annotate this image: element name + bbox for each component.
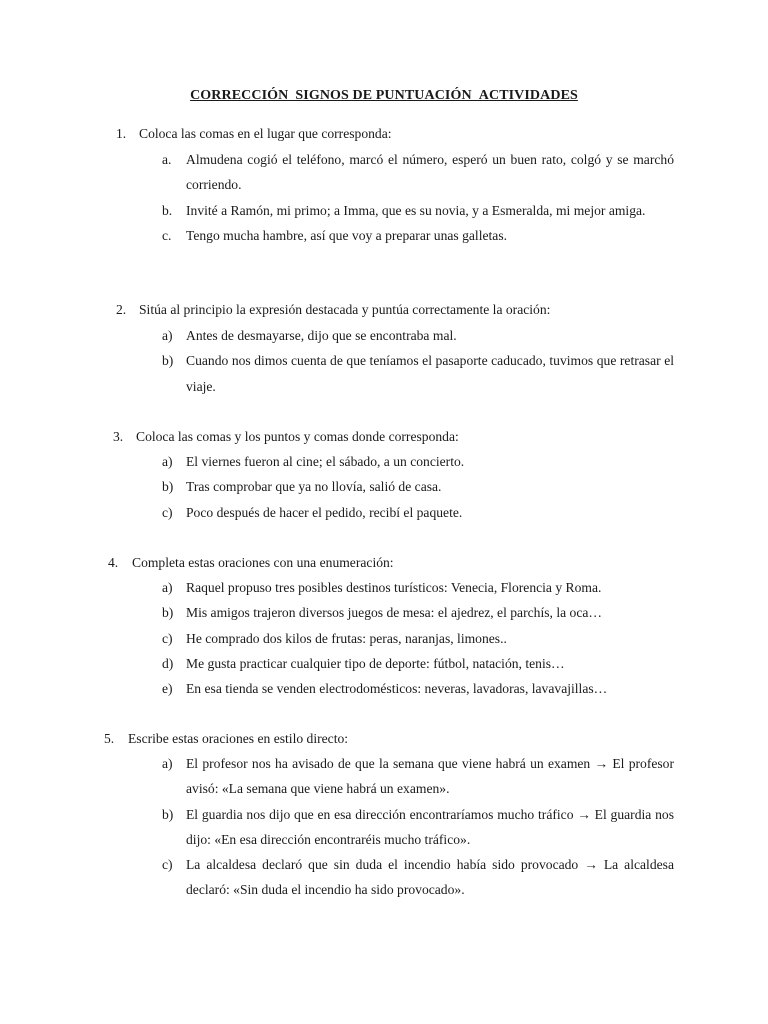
item-marker: b) (162, 479, 174, 495)
item-marker: c. (162, 227, 172, 243)
section-number: 3. (113, 429, 124, 444)
item-marker: b) (162, 353, 174, 369)
list-item (162, 575, 674, 600)
item-marker: c) (162, 630, 173, 646)
section-instruction: Sitúa al principio la expresión destacada y puntúa correctamente la oración: (139, 302, 551, 317)
item-text: Tengo mucha hambre, así que voy a preparar unas galletas. (186, 227, 508, 243)
item-text: Tras comprobar que ya no llovía, salió de casa. (186, 479, 442, 495)
section-instruction: Escribe estas oraciones en estilo directo: (128, 731, 349, 746)
item-marker: a) (162, 454, 173, 469)
item-text: He comprado dos kilos de frutas: peras, naranjas, limones.. (186, 630, 507, 646)
section-items (162, 323, 674, 399)
section-heading (116, 300, 550, 320)
list-item (162, 198, 674, 223)
list-item (162, 751, 674, 802)
section-heading (108, 553, 394, 573)
list-item (162, 348, 674, 399)
list-item (162, 147, 674, 198)
item-marker: a) (162, 756, 173, 771)
list-item (162, 626, 674, 651)
list-item (162, 474, 674, 499)
item-marker: b. (162, 202, 173, 218)
section-heading (116, 124, 392, 144)
list-item (162, 852, 674, 903)
page-title: CORRECCIÓN_SIGNOS DE PUNTUACIÓN_ACTIVIDADES (190, 88, 578, 103)
section-heading (113, 427, 459, 447)
item-marker: d) (162, 655, 174, 671)
item-text: Invité a Ramón, mi primo; a Imma, que es su novia, y a Esmeralda, mi mejor amiga. (186, 202, 646, 218)
item-text: Cuando nos dimos cuenta de que teníamos el pasaporte caducado, tuvimos que retrasar el viaje. (186, 353, 674, 394)
item-text: Mis amigos trajeron diversos juegos de mesa: el ajedrez, el parchís, la oca… (186, 605, 602, 621)
item-text: Antes de desmayarse, dijo que se encontraba mal. (186, 328, 457, 343)
list-item (162, 651, 674, 676)
section-number: 1. (116, 126, 127, 141)
section-instruction: Completa estas oraciones con una enumeración: (132, 555, 394, 570)
item-text: En esa tienda se venden electrodomésticos: neveras, lavadoras, lavavajillas… (186, 681, 608, 697)
section-number: 2. (116, 302, 127, 317)
item-text: El profesor nos ha avisado de que la semana que viene habrá un examen → El profesor avisó: «La semana que viene habrá un examen». (186, 756, 674, 797)
item-text: Poco después de hacer el pedido, recibí el paquete. (186, 504, 463, 520)
list-item (162, 676, 674, 701)
item-marker: a. (162, 152, 172, 167)
list-item (162, 323, 674, 348)
item-marker: c) (162, 504, 173, 520)
section-number: 4. (108, 555, 119, 570)
section-instruction: Coloca las comas y los puntos y comas donde corresponda: (136, 429, 459, 444)
section-items (162, 449, 674, 525)
list-item (162, 449, 674, 474)
list-item (162, 600, 674, 625)
item-text: El viernes fueron al cine; el sábado, a un concierto. (186, 454, 465, 469)
list-item (162, 500, 674, 525)
section-items (162, 751, 674, 903)
item-marker: b) (162, 806, 174, 822)
item-text: El guardia nos dijo que en esa dirección encontraríamos mucho tráfico → El guardia nos dijo: «En esa dirección encontraréis mucho tráfico». (186, 806, 674, 847)
item-marker: e) (162, 681, 173, 697)
item-text: Almudena cogió el teléfono, marcó el número, esperó un buen rato, colgó y se marchó corriendo. (186, 152, 674, 193)
item-text: Me gusta practicar cualquier tipo de deporte: fútbol, natación, tenis… (186, 655, 565, 671)
item-text: Raquel propuso tres posibles destinos turísticos: Venecia, Florencia y Roma. (186, 580, 602, 595)
section-items (162, 147, 674, 248)
item-marker: c) (162, 857, 173, 873)
item-text: La alcaldesa declaró que sin duda el incendio había sido provocado → La alcaldesa declaró: «Sin duda el incendio ha sido provocado». (186, 857, 674, 898)
section-heading (104, 729, 348, 749)
list-item (162, 802, 674, 853)
item-marker: a) (162, 580, 173, 595)
section-number: 5. (104, 731, 115, 746)
section-instruction: Coloca las comas en el lugar que corresponda: (139, 126, 392, 141)
item-marker: b) (162, 605, 174, 621)
item-marker: a) (162, 328, 173, 343)
section-items (162, 575, 674, 701)
list-item (162, 223, 674, 248)
